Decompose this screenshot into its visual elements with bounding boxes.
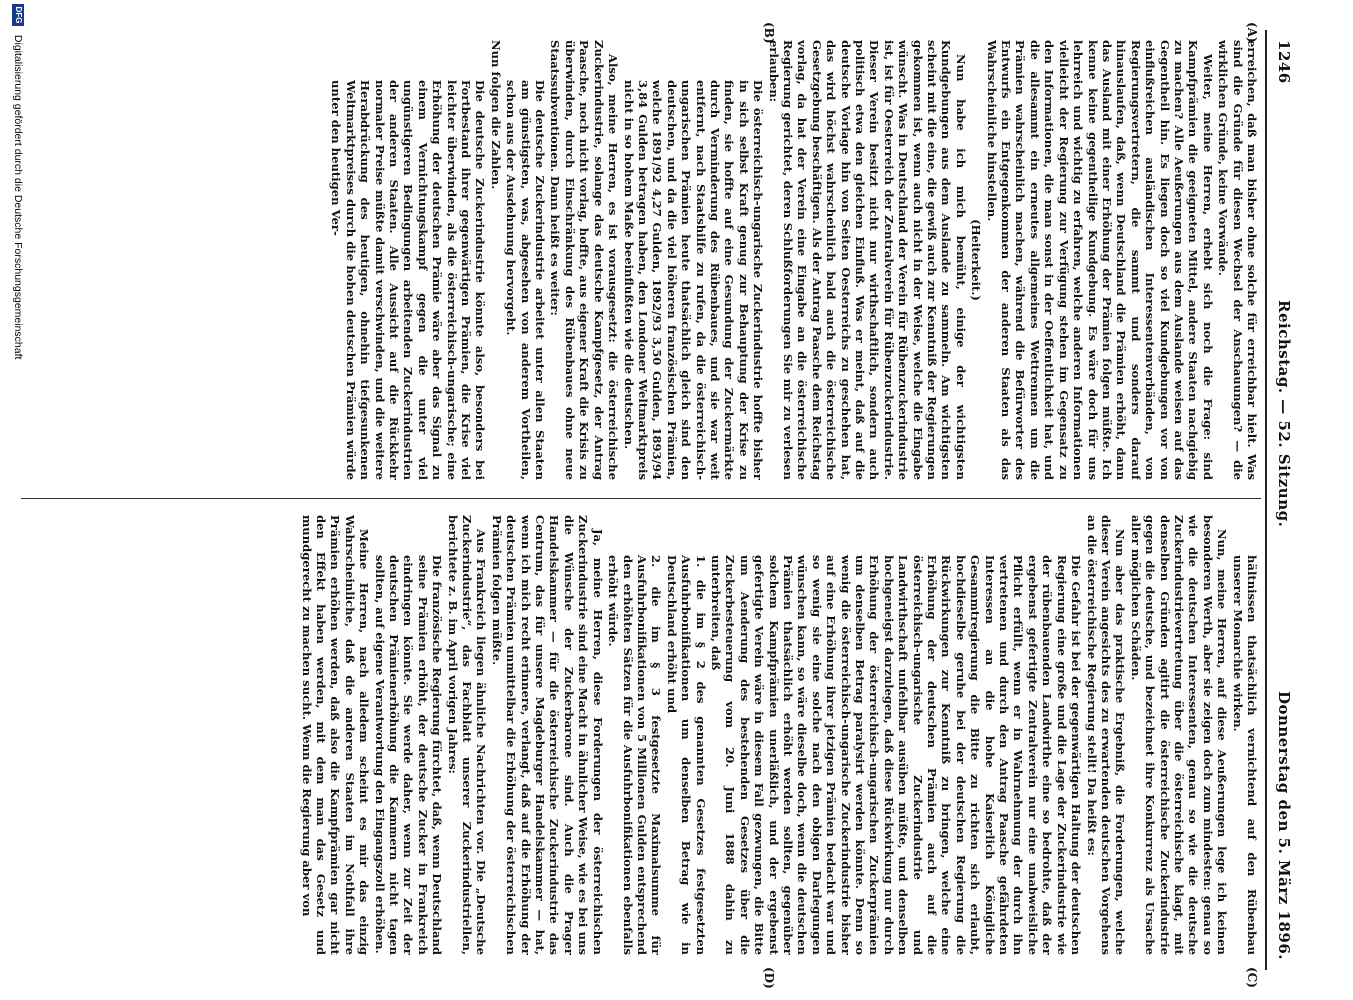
margin-marker-c: (C): [1245, 967, 1259, 988]
margin-marker-b: (B): [762, 22, 776, 44]
paragraph: Also, meine Herren, es ist vorausgesetzt: die österreichische Zuckerindustrie, solange das deutsche Kampfgesetz, der Antrag Paasche, noch nicht vorlag, hoffte, aus eigener Kraft die Krisis zu überwinden, durch Einschränkung des Rübenbaues ohne neue Staatssubventionen. Dann heißt es weiter:: [548, 40, 621, 480]
dfg-footer: [6, 0, 28, 1000]
page-header: [1269, 40, 1293, 960]
paragraph: Aus Frankreich liegen ähnliche Nachrichten vor. Die „Deutsche Zuckerindustrie“, das Fachblatt unserer Zuckerindustriellen, berichtete z. B. im April vorigen Jahres:: [445, 515, 489, 955]
quotation: Die österreichisch-ungarische Zuckerindustrie hoffte bisher in sich selbst Kraft genug zur Behauptung der Krise zu finden, sie hoffte auf eine Gesundung der Zuckermärkte durch Verminderung des Rübenbaues, und sie war weit entfernt, nach Staatshilfe zu rufen, da die österreichisch-ungarischen Prämien heute thatsächlich gleich sind den deutschen, und da die viel höheren französischen Prämien, welche 1891/92 4,27 Gulden, 1892/93 3,50 Gulden, 1893/94 3,84 Gulden betragen haben, den Londoner Weltmarktpreis nicht in so hohem Maße beeinflußten wie die deutschen.: [621, 80, 766, 480]
page-number: 1246: [1275, 40, 1293, 84]
paragraph: erreichen, daß man bisher ohne solche für erreichbar hielt. Was sind die Gründe für diesen Wechsel der Anschauungen? — die wirklichen Gründe, keine Vorwände.: [1216, 40, 1259, 480]
quotation: Die deutsche Zuckerindustrie könnte also, besonders bei Fortbestand ihrer gegenwärtigen Prämien, die Krise viel leichter überwinden, als die österreichisch-ungarische; eine Erhöhung der deutschen Prämie wäre aber das Signal zu einem Vernichtungskampf gegen die unter viel ungünstigeren Bedingungen arbeitenden Zuckerindustrien der anderen Staaten. Alle Aussicht auf die Rückkehr normaler Preise müßte damit verschwinden, und die weitere Herabdrückung des heutigen, ohnehin tiefgesunkenen Weltmarktpreises durch die hohen deutschen Prämien würde unter den heutigen Ver-: [329, 80, 488, 480]
list-item: 2. die im § 3 festgesetzte Maximalsumme für Ausfuhrbonifikationen von 5 Millionen Gulden entsprechend den erhöhten Sätzen für die Ausfuhrbonifikationen ebenfalls erhöht würde.: [606, 555, 664, 955]
paragraph: Nun aber das praktische Ergebniß, die Forderungen, welche dieser Verein angesichts des zu erwartenden deutschen Vorgehens an die österreichische Regierung stellt! Da heißt es:: [1084, 515, 1128, 955]
paragraph: Ja, meine Herren, diese Forderungen der österreichischen Zuckerindustrie sind eine Macht in ähnlicher Weise, wie es bei uns die Wünsche der Zuckerbarone sind. Auch die Prager Handelskammer — für die österreichische Zuckerindustrie das Centrum, das für unsere Magdeburger Handelskammer — hat, wenn ich mich recht erinnere, verlangt, daß auf die Erhöhung der deutschen Prämien unmittelbar die Erhöhung der österreichischen Prämien folgen müßte.: [489, 515, 605, 955]
header-rule: [1265, 30, 1267, 970]
left-column: [19, 40, 1259, 480]
margin-marker-a: (A): [1245, 22, 1259, 43]
quotation: Die deutsche Zuckerindustrie arbeitet unter allen Staaten am günstigsten, was, abgesehen von anderem Vortheilen, schon aus der Ausdehnung hervorgeht.: [504, 80, 548, 480]
paragraph: Weiter, meine Herren, erhebt sich noch die Frage: sind Kampfprämien die geeigneten Mittel, andere Staaten nachgiebig zu machen? Alle Aeußerungen aus dem Auslande weisen auf das Gegentheil hin. Es liegen doch so viel Kundgebungen vor von einflußreichen ausländischen Interessentenverbänden, von Regierungsvertretern, die sammt und sonders darauf hinauslaufen, daß, wenn Deutschland die Prämien erhöht, dann das Ausland mit einer Erhöhung der Prämien folgen müßte. Ich kenne keine gegentheilige Kundgebung. Es wäre doch für uns lehrreich und wichtig zu erfahren, welche anderen Informationen vielleicht der Regierung zur Verfügung stehen im Gegensatz zu den Informationen, die man sonst in der Oeffentlichkeit hat, und die allesammt ein erneutes allgemeines Wettrennen um die Prämien wahrscheinlich machen, während die Befürworter des Entwurfs ein Entgegenkommen der anderen Staaten als das Wahrscheinliche hinstellen.: [984, 40, 1215, 480]
dfg-logo: DFG: [12, 4, 24, 26]
funding-note: Digitalisierung gefördert durch die Deutsche Forschungsgemeinschaft: [12, 34, 24, 360]
column-divider: [21, 498, 1261, 499]
paragraph: Nun folgen die Zahlen.: [488, 40, 503, 190]
paragraph: Meine Herren, nach alledem scheint es mir das einzig Wahrscheinliche, daß die anderen Staaten im Nothfall ihre Prämien erhöhen werden, daß also die Kampfprämien gar nicht den Effekt haben werden, mit dem man das Gesetz und mundgerecht zu machen sucht. Wenn die Regierung aber von: [299, 515, 372, 955]
interjection: (Heiterkeit.): [969, 219, 984, 301]
session-title: Reichstag. — 52. Sitzung.: [1275, 300, 1293, 528]
quotation: hältnissen thatsächlich vernichtend auf den Rübenbau unserer Monarchie wirken.: [1230, 555, 1259, 955]
right-column: [19, 515, 1259, 955]
list-item: 1. die im § 2 des genannten Gesetzes festgesetzten Ausfuhrbonifikationen um denselben Betrag wie in Deutschland erhöht und: [664, 555, 708, 955]
paragraph: Nun habe ich mich bemüht, einige der wichtigsten Kundgebungen aus dem Auslande zu sammeln. Am wichtigsten scheint mit die eine, die gewiß auch zur Kenntniß der Regierungen gekommen ist, wenn auch nicht in der Weise, welche die Eingabe wünscht. Was in Deutschland der Verein für Rübenzuckerindustrie ist, ist für Oesterreich der Zentralverein für Rübenzuckerindustrie. Dieser Verein besitzt nicht nur wirthschaftlich, sondern auch politisch etwa den gleichen Einfluß. Was er meint, daß auf die deutsche Vorlage hin von Seiten Oesterreichs zu geschehen hat, das wird höchst wahrscheinlich bald auch die österreichische Gesetzgebung beschäftigen. Als der Antrag Paasche dem Reichstag vorlag, da hat der Verein eine Eingabe an die österreichische Regierung gerichtet, deren Schlußforderungen Sie mir zu verlesen erlauben:: [766, 40, 968, 480]
session-date: Donnerstag den 5. März 1896.: [1275, 690, 1293, 960]
quotation: Die Gefahr ist bei der gegenwärtigen Haltung der deutschen Regierung eine große und die Lage der Zuckerindustrie wie der rübenbauenden Landwirthe eine so bedrohte, daß der ergebenst gefertigte Zentralverein nur eine unabweisliche Pflicht erfüllt, wenn er in Wahrnehmung der durch ihn vertretenen und durch den Antrag Paasche gefährdeten Interessen an die hohe Kaiserlich Königliche Gesammtregierung die Bitte zu richten sich erlaubt, hochdieselbe geruhe bei der deutschen Regierung die Rückwirkungen zur Kenntniß zu bringen, welche eine Erhöhung der deutschen Prämien auch auf die österreichisch-ungarische Zuckerindustrie und Landwirthschaft unfehlbar ausüben müßte, und denselben hochgeneigst darzulegen, daß diese Rückwirkung nur durch Erhöhung der österreichisch-ungarischen Zuckerprämien um denselben Betrag paralysirt werden könnte. Denn so wenig die österreichisch-ungarische Zuckerindustrie bisher auf eine Erhöhung ihrer jetzigen Prämien bedacht war und so wenig sie eine solche nach den obigen Darlegungen wünschen kann, so wäre dieselbe doch, wenn die deutschen Prämien thatsächlich erhöht werden sollten, gegenüber solchem Kampfprämien unerläßlich, und der ergebenst gefertigte Verein wäre in diesem Fall gezwungen, die Bitte um Aenderung des bestehenden Gesetzes über die Zuckerbesteuerung vom 20. Juni 1888 dahin zu unterbreiten, daß: [708, 555, 1084, 955]
margin-marker-d: (D): [762, 967, 776, 989]
paragraph: Nun, meine Herren, auf diese Aeußerungen lege ich keinen besonderen Werth, aber sie zeigen doch zum mindesten: genau so wie die deutschen Interessenten, genau so wie die deutsche Zuckerindustrievertretung über die österreichische klagt, mit denselben Gründen agitirt die österreichische Zuckerindustrie gegen die deutsche, und bezeichnet ihre Konkurrenz als Ursache aller möglichen Schäden.: [1128, 515, 1230, 955]
quotation: Die französische Regierung fürchtet, daß, wenn Deutschland seine Prämien erhöht, der deutsche Zucker in Frankreich eindringen könnte. Sie werde daher, wenn zur Zeit der deutschen Prämienerhöhung die Kammern nicht tagen sollten, auf eigene Verantwortung den Eingangszoll erhöhen.: [372, 555, 445, 955]
